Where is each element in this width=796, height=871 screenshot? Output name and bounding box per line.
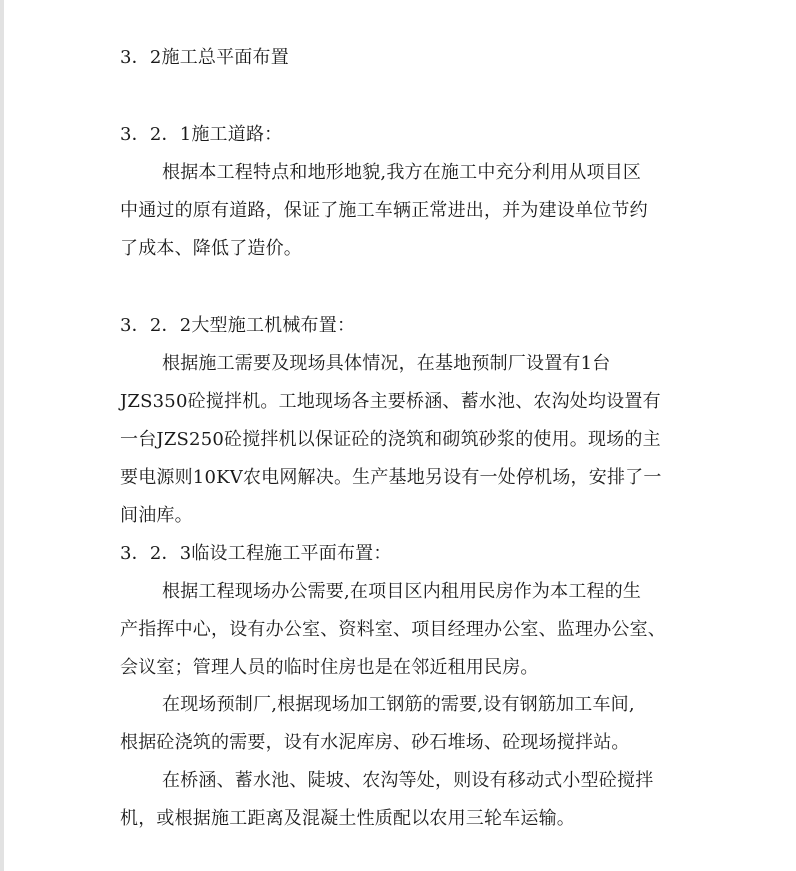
roads-line-3: 了成本、降低了造价。 bbox=[120, 238, 302, 259]
machinery-line-5: 间油库。 bbox=[120, 505, 193, 526]
temporary-p1-line-2: 产指挥中心，设有办公室、资料室、项目经理办公室、监理办公室、 bbox=[120, 619, 666, 640]
temporary-p2-line-1: 在现场预制厂,根据现场加工钢筋的需要,设有钢筋加工车间, bbox=[162, 694, 635, 715]
temporary-p1-line-1: 根据工程现场办公需要,在项目区内租用民房作为本工程的生 bbox=[162, 581, 642, 602]
machinery-line-1: 根据施工需要及现场具体情况，在基地预制厂设置有1台 bbox=[162, 353, 611, 374]
machinery-line-3: 一台JZS250砼搅拌机以保证砼的浇筑和砌筑砂浆的使用。现场的主 bbox=[120, 429, 661, 450]
roads-line-1: 根据本工程特点和地形地貌,我方在施工中充分利用从项目区 bbox=[162, 162, 642, 183]
temporary-p3-line-2: 机，或根据施工距离及混凝土性质配以农用三轮车运输。 bbox=[120, 808, 575, 829]
machinery-line-2: JZS350砼搅拌机。工地现场各主要桥涵、蓄水池、农沟处均设置有 bbox=[120, 391, 661, 412]
section-heading: 3．2施工总平面布置 bbox=[120, 47, 289, 68]
roads-heading: 3．2．1施工道路： bbox=[120, 124, 283, 145]
roads-line-2: 中通过的原有道路，保证了施工车辆正常进出，并为建设单位节约 bbox=[120, 200, 648, 221]
temporary-p3-line-1: 在桥涵、蓄水池、陡坡、农沟等处，则设有移动式小型砼搅拌 bbox=[162, 770, 654, 791]
temporary-heading: 3．2．3临设工程施工平面布置： bbox=[120, 543, 392, 564]
machinery-heading: 3．2．2大型施工机械布置： bbox=[120, 315, 356, 336]
temporary-p1-line-3: 会议室；管理人员的临时住房也是在邻近租用民房。 bbox=[120, 657, 539, 678]
temporary-p2-line-2: 根据砼浇筑的需要，设有水泥库房、砂石堆场、砼现场搅拌站。 bbox=[120, 732, 630, 753]
machinery-line-4: 要电源则10KV农电网解决。生产基地另设有一处停机场，安排了一 bbox=[120, 467, 662, 488]
